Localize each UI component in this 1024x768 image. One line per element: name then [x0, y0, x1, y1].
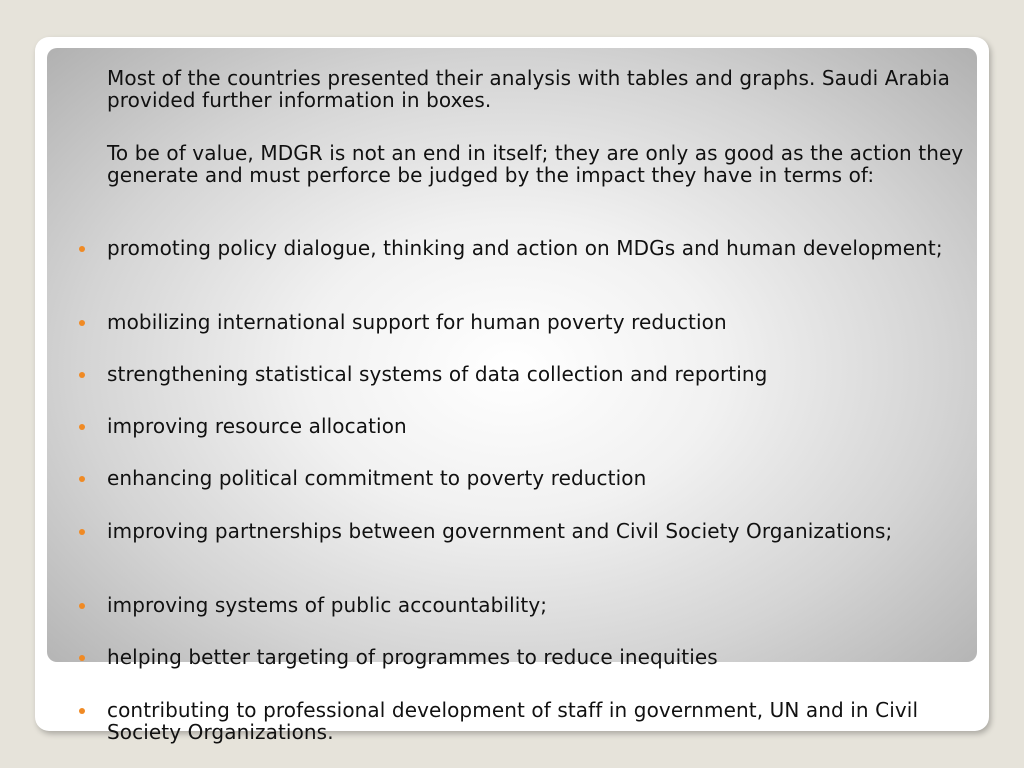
bullet-text: contributing to professional development of staff in government, UN and in Civil Society Organizations. [107, 698, 919, 744]
bullet-dot-icon [79, 372, 85, 378]
bullet-dot-icon [79, 476, 85, 482]
bullet-text: improving resource allocation [107, 414, 407, 438]
bullet-dot-icon [79, 529, 85, 535]
bullet-dot-icon [79, 246, 85, 252]
bullet-dot-icon [79, 424, 85, 430]
bullet-dot-icon [79, 655, 85, 661]
bullet-dot-icon [79, 603, 85, 609]
bullet-text: strengthening statistical systems of data collection and reporting [107, 362, 768, 386]
intro-paragraph-1: Most of the countries presented their analysis with tables and graphs. Saudi Arabia provided further information in boxes. [107, 66, 950, 112]
intro-paragraph-2: To be of value, MDGR is not an end in itself; they are only as good as the action they generate and must perforce be judged by the impact they have in terms of: [107, 141, 964, 187]
bullet-text: improving partnerships between government and Civil Society Organizations; [107, 519, 893, 543]
bullet-text: promoting policy dialogue, thinking and action on MDGs and human development; [107, 236, 943, 260]
bullet-text: improving systems of public accountability; [107, 593, 548, 617]
bullet-dot-icon [79, 708, 85, 714]
bullet-text: helping better targeting of programmes to reduce inequities [107, 645, 718, 669]
bullet-text: enhancing political commitment to poverty reduction [107, 466, 647, 490]
bullet-dot-icon [79, 320, 85, 326]
bullet-text: mobilizing international support for human poverty reduction [107, 310, 727, 334]
